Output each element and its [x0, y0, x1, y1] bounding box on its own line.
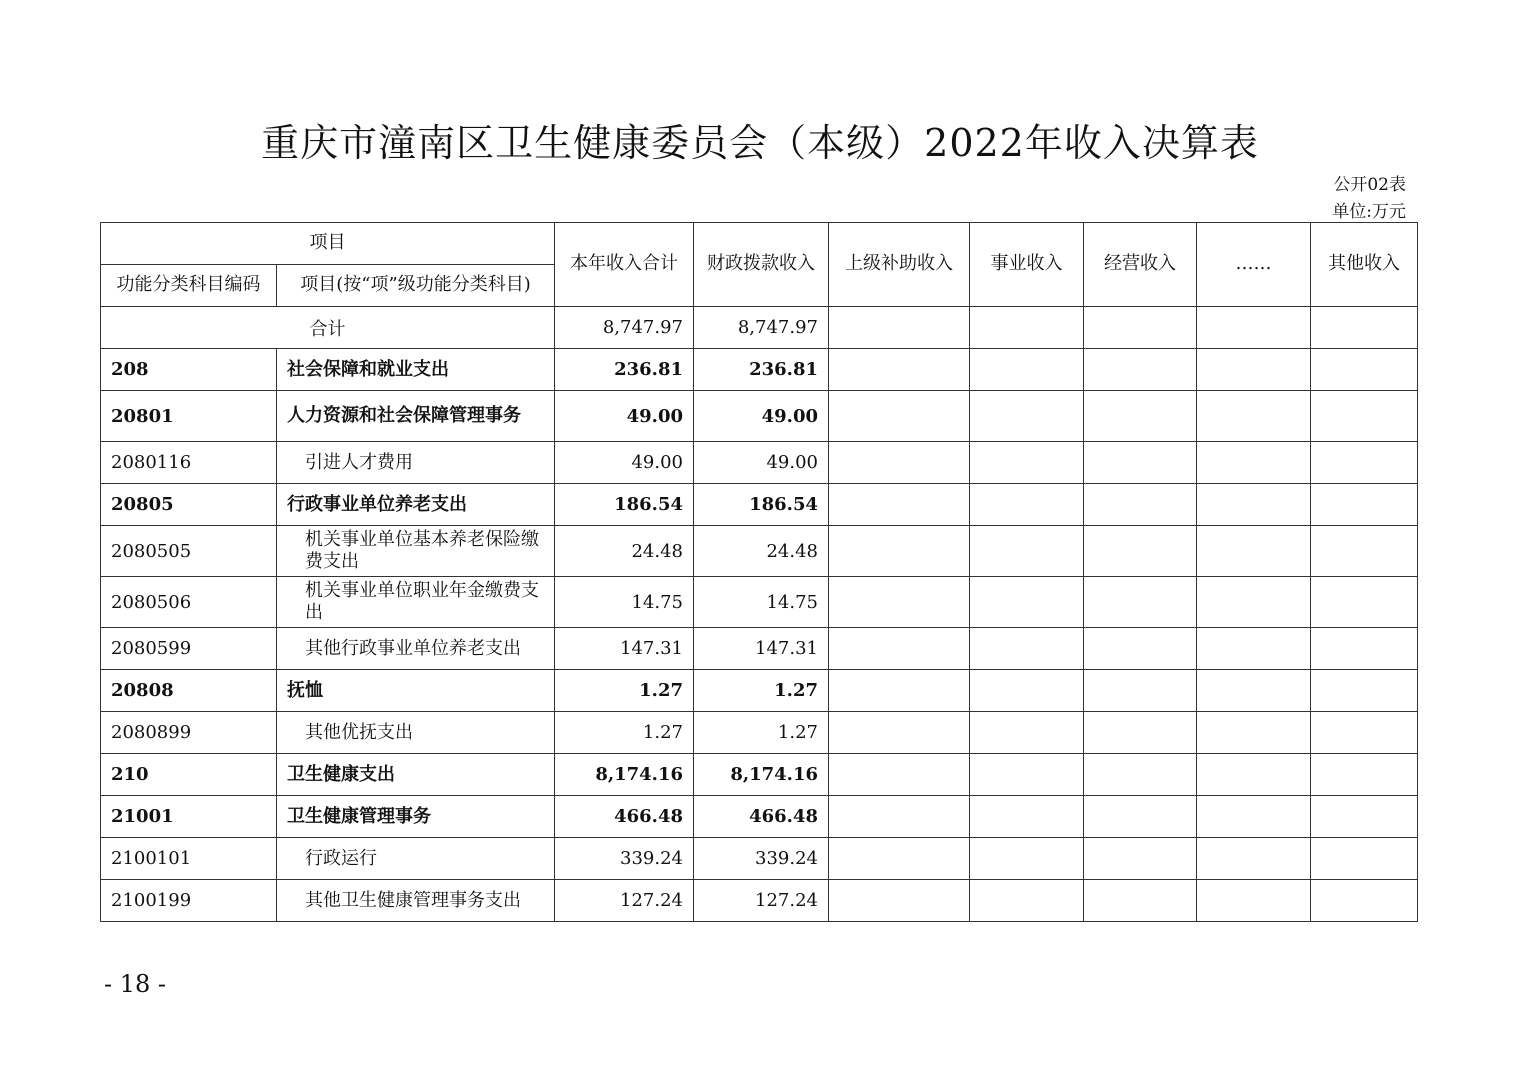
empty-cell: [1084, 670, 1197, 712]
empty-cell: [970, 628, 1084, 670]
row-name: 其他行政事业单位养老支出: [277, 628, 555, 670]
total-row: [101, 307, 1418, 349]
empty-cell: [1084, 838, 1197, 880]
row-code: 2080506: [101, 577, 277, 628]
empty-cell: [1084, 712, 1197, 754]
table-row: [101, 484, 1418, 526]
empty-cell: [1084, 880, 1197, 922]
row-total-income: 147.31: [555, 628, 694, 670]
empty-cell: [1311, 796, 1418, 838]
empty-cell: [829, 880, 970, 922]
empty-cell: [1197, 526, 1311, 577]
table-row: [101, 838, 1418, 880]
empty-cell: [1311, 577, 1418, 628]
empty-cell: [1311, 670, 1418, 712]
row-code: 2080116: [101, 442, 277, 484]
row-fiscal-income: 466.48: [694, 796, 829, 838]
empty-cell: [1084, 484, 1197, 526]
empty-cell: [970, 838, 1084, 880]
empty-cell: [970, 577, 1084, 628]
empty-cell: [1311, 391, 1418, 442]
row-fiscal-income: 1.27: [694, 670, 829, 712]
row-name: 其他优抚支出: [277, 712, 555, 754]
empty-cell: [829, 670, 970, 712]
row-name: 行政运行: [277, 838, 555, 880]
header-project: 项目: [101, 223, 555, 265]
row-code: 210: [101, 754, 277, 796]
table-row: [101, 577, 1418, 628]
table-row: [101, 670, 1418, 712]
row-name: 卫生健康支出: [277, 754, 555, 796]
empty-cell: [829, 526, 970, 577]
header-code: 功能分类科目编码: [101, 265, 277, 307]
row-name: 人力资源和社会保障管理事务: [277, 391, 555, 442]
row-total-income: 8,174.16: [555, 754, 694, 796]
row-name: 引进人才费用: [277, 442, 555, 484]
empty-cell: [1311, 838, 1418, 880]
empty-cell: [1084, 577, 1197, 628]
row-fiscal-income: 236.81: [694, 349, 829, 391]
row-code: 2080899: [101, 712, 277, 754]
row-fiscal-income: 49.00: [694, 391, 829, 442]
empty-cell: [970, 307, 1084, 349]
row-name: 社会保障和就业支出: [277, 349, 555, 391]
table-row: [101, 628, 1418, 670]
empty-cell: [970, 442, 1084, 484]
header-name: 项目(按“项”级功能分类科目): [277, 265, 555, 307]
row-total-income: 186.54: [555, 484, 694, 526]
empty-cell: [970, 526, 1084, 577]
empty-cell: [829, 577, 970, 628]
total-label: 合计: [101, 307, 555, 349]
table-row: [101, 796, 1418, 838]
empty-cell: [1197, 670, 1311, 712]
empty-cell: [970, 349, 1084, 391]
row-code: 21001: [101, 796, 277, 838]
header-other: 其他收入: [1311, 223, 1418, 307]
table-row: [101, 880, 1418, 922]
empty-cell: [970, 880, 1084, 922]
empty-cell: [1197, 712, 1311, 754]
empty-cell: [829, 391, 970, 442]
empty-cell: [970, 670, 1084, 712]
empty-cell: [829, 349, 970, 391]
empty-cell: [829, 484, 970, 526]
empty-cell: [1197, 307, 1311, 349]
row-fiscal-income: 127.24: [694, 880, 829, 922]
row-fiscal-income: 186.54: [694, 484, 829, 526]
row-name: 机关事业单位基本养老保险缴费支出: [277, 526, 555, 577]
row-name: 抚恤: [277, 670, 555, 712]
row-fiscal-income: 1.27: [694, 712, 829, 754]
empty-cell: [829, 712, 970, 754]
empty-cell: [1311, 754, 1418, 796]
empty-cell: [970, 796, 1084, 838]
empty-cell: [1084, 754, 1197, 796]
empty-cell: [1084, 349, 1197, 391]
row-code: 2080505: [101, 526, 277, 577]
empty-cell: [1084, 391, 1197, 442]
header-total-income: 本年收入合计: [555, 223, 694, 307]
empty-cell: [829, 754, 970, 796]
row-fiscal-income: 14.75: [694, 577, 829, 628]
empty-cell: [1084, 796, 1197, 838]
total-income-value: 8,747.97: [555, 307, 694, 349]
empty-cell: [1311, 349, 1418, 391]
empty-cell: [1311, 880, 1418, 922]
empty-cell: [970, 712, 1084, 754]
empty-cell: [1084, 628, 1197, 670]
header-business: 事业收入: [970, 223, 1084, 307]
row-name: 其他卫生健康管理事务支出: [277, 880, 555, 922]
empty-cell: [1197, 880, 1311, 922]
row-name: 机关事业单位职业年金缴费支出: [277, 577, 555, 628]
form-number: 公开02表: [1333, 175, 1406, 195]
empty-cell: [1084, 526, 1197, 577]
unit-label: 单位:万元: [1332, 202, 1406, 222]
empty-cell: [1311, 526, 1418, 577]
empty-cell: [1311, 307, 1418, 349]
empty-cell: [1197, 577, 1311, 628]
page-number: - 18 -: [104, 970, 167, 998]
empty-cell: [1197, 754, 1311, 796]
row-code: 2100199: [101, 880, 277, 922]
empty-cell: [1311, 628, 1418, 670]
header-fiscal: 财政拨款收入: [694, 223, 829, 307]
empty-cell: [1311, 442, 1418, 484]
income-table: [100, 222, 1418, 922]
row-total-income: 339.24: [555, 838, 694, 880]
empty-cell: [1084, 442, 1197, 484]
row-total-income: 1.27: [555, 712, 694, 754]
row-total-income: 127.24: [555, 880, 694, 922]
row-code: 2080599: [101, 628, 277, 670]
header-operating: 经营收入: [1084, 223, 1197, 307]
empty-cell: [1197, 349, 1311, 391]
row-fiscal-income: 8,174.16: [694, 754, 829, 796]
empty-cell: [1197, 442, 1311, 484]
row-total-income: 466.48: [555, 796, 694, 838]
row-name: 卫生健康管理事务: [277, 796, 555, 838]
empty-cell: [1197, 484, 1311, 526]
table-row: [101, 526, 1418, 577]
table-row: [101, 391, 1418, 442]
empty-cell: [829, 307, 970, 349]
row-fiscal-income: 49.00: [694, 442, 829, 484]
empty-cell: [1197, 838, 1311, 880]
empty-cell: [1084, 307, 1197, 349]
empty-cell: [829, 796, 970, 838]
empty-cell: [970, 754, 1084, 796]
row-name: 行政事业单位养老支出: [277, 484, 555, 526]
row-code: 208: [101, 349, 277, 391]
header-superior: 上级补助收入: [829, 223, 970, 307]
row-code: 2100101: [101, 838, 277, 880]
empty-cell: [1197, 391, 1311, 442]
page-title: 重庆市潼南区卫生健康委员会（本级）2022年收入决算表: [261, 121, 1259, 165]
row-total-income: 236.81: [555, 349, 694, 391]
row-code: 20801: [101, 391, 277, 442]
row-total-income: 1.27: [555, 670, 694, 712]
empty-cell: [1197, 796, 1311, 838]
empty-cell: [970, 484, 1084, 526]
header-ellipsis: ……: [1197, 223, 1311, 307]
empty-cell: [829, 628, 970, 670]
row-total-income: 49.00: [555, 442, 694, 484]
table-row: [101, 754, 1418, 796]
table-row: [101, 442, 1418, 484]
empty-cell: [829, 838, 970, 880]
row-total-income: 49.00: [555, 391, 694, 442]
empty-cell: [1311, 712, 1418, 754]
row-total-income: 24.48: [555, 526, 694, 577]
row-fiscal-income: 147.31: [694, 628, 829, 670]
table-row: [101, 712, 1418, 754]
row-code: 20808: [101, 670, 277, 712]
total-fiscal-value: 8,747.97: [694, 307, 829, 349]
empty-cell: [1311, 484, 1418, 526]
row-fiscal-income: 24.48: [694, 526, 829, 577]
empty-cell: [829, 442, 970, 484]
row-fiscal-income: 339.24: [694, 838, 829, 880]
row-total-income: 14.75: [555, 577, 694, 628]
table-row: [101, 349, 1418, 391]
empty-cell: [970, 391, 1084, 442]
row-code: 20805: [101, 484, 277, 526]
empty-cell: [1197, 628, 1311, 670]
